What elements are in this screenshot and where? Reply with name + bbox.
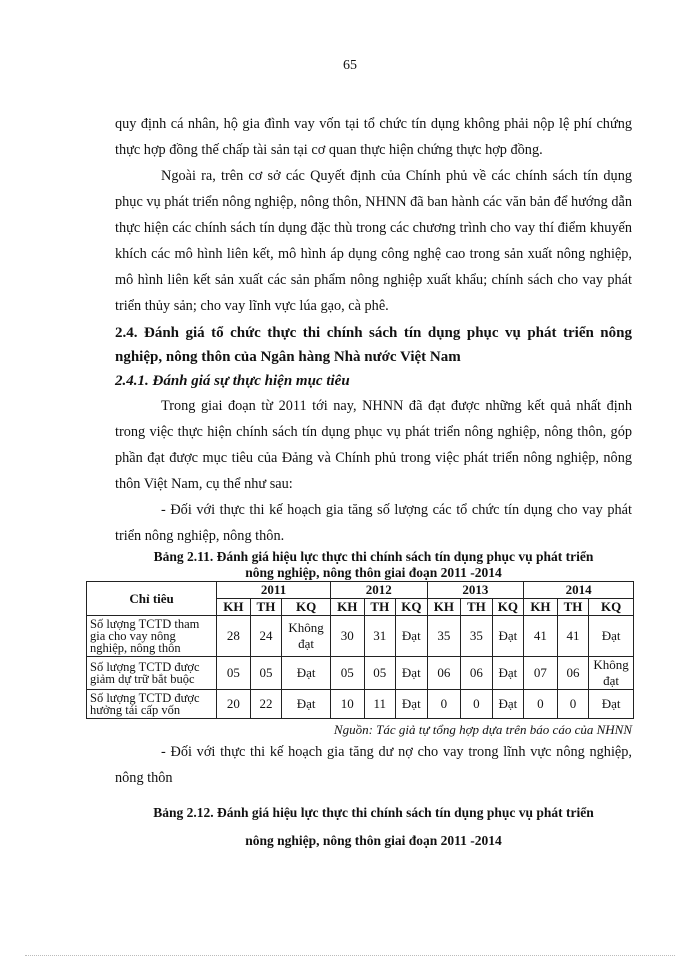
table-cell: Đạt bbox=[282, 690, 331, 719]
year-header: 2011 bbox=[217, 582, 331, 599]
row-label: Số lượng TCTD được giảm dự trữ bắt buộc bbox=[87, 657, 217, 690]
subheader-result: KQ bbox=[396, 599, 428, 616]
table-cell: 35 bbox=[461, 616, 493, 657]
paragraph-policy-guidance: Ngoài ra, trên cơ sở các Quyết định của Chính phủ về các chính sách tín dụng phục vụ phát triển nông nghiệp, nông thôn, NHNN đã ban hành các văn bản để hướng dẫn thực hiện các chính sách tín dụng đặc thù trong các chương trình cho vay thí điểm khuyến khích các mô hình liên kết, mô hình áp dụng công nghệ cao trong sản xuất nông nghiệp, mô hình liên kết sản xuất các sản phẩm nông nghiệp xuất khẩu; chính sách cho vay phát triển thủy sản; cho vay lĩnh vực lúa gạo, cà phê. bbox=[115, 168, 632, 314]
table-cell: Đạt bbox=[396, 616, 428, 657]
table-2-11 bbox=[86, 581, 634, 719]
table-cell: 20 bbox=[217, 690, 251, 719]
table-cell: 05 bbox=[331, 657, 365, 690]
subheader-plan: KH bbox=[427, 599, 461, 616]
subheader-plan: KH bbox=[524, 599, 558, 616]
table-2-11-source: Nguồn: Tác giả tự tổng hợp dựa trên báo cáo của NHNN bbox=[333, 722, 632, 737]
table-cell: Đạt bbox=[282, 657, 331, 690]
table-2-11-caption-line2: nông nghiệp, nông thôn giai đoạn 2011 -2014 bbox=[245, 565, 502, 580]
table-cell: 0 bbox=[524, 690, 558, 719]
subheader-actual: TH bbox=[557, 599, 589, 616]
table-cell: 22 bbox=[250, 690, 282, 719]
table-cell: Đạt bbox=[492, 616, 524, 657]
section-heading-2-4: 2.4. Đánh giá tổ chức thực thi chính sách tín dụng phục vụ phát triển nông nghiệp, nông thôn của Ngân hàng Nhà nước Việt Nam bbox=[115, 325, 632, 365]
table-cell: 10 bbox=[331, 690, 365, 719]
table-cell: Không đạt bbox=[589, 657, 634, 690]
table-cell: 06 bbox=[427, 657, 461, 690]
table-2-11-caption-line1: Bảng 2.11. Đánh giá hiệu lực thực thi chính sách tín dụng phục vụ phát triển bbox=[153, 549, 594, 564]
page-number: 65 bbox=[343, 58, 357, 73]
table-cell: 0 bbox=[557, 690, 589, 719]
table-row bbox=[87, 657, 634, 690]
year-header: 2013 bbox=[427, 582, 524, 599]
subheader-actual: TH bbox=[250, 599, 282, 616]
subheader-plan: KH bbox=[331, 599, 365, 616]
paragraph-results-intro: Trong giai đoạn từ 2011 tới nay, NHNN đã đạt được những kết quả nhất định trong việc thực hiện chính sách tín dụng phục vụ phát triển nông nghiệp, nông thôn, góp phần đạt được mục tiêu của Đảng và Chính phủ trong việc phát triển nông nghiệp, nông thôn Việt Nam, cụ thể như sau: bbox=[115, 398, 632, 492]
table-cell: Đạt bbox=[396, 690, 428, 719]
table-cell: Đạt bbox=[589, 690, 634, 719]
table-cell: 41 bbox=[524, 616, 558, 657]
table-cell: 06 bbox=[557, 657, 589, 690]
table-2-12-caption bbox=[115, 799, 632, 855]
column-header-indicator: Chỉ tiêu bbox=[87, 582, 217, 616]
subheader-result: KQ bbox=[282, 599, 331, 616]
table-cell: 31 bbox=[364, 616, 396, 657]
table-cell: 30 bbox=[331, 616, 365, 657]
subheader-actual: TH bbox=[364, 599, 396, 616]
row-label: Số lượng TCTD được hưởng tái cấp vốn bbox=[87, 690, 217, 719]
table-cell: 11 bbox=[364, 690, 396, 719]
table-cell: Đạt bbox=[589, 616, 634, 657]
table-cell: 05 bbox=[217, 657, 251, 690]
table-cell: Không đạt bbox=[282, 616, 331, 657]
paragraph-bullet-credit: - Đối với thực thi kế hoạch gia tăng dư nợ cho vay trong lĩnh vực nông nghiệp, nông thôn bbox=[115, 744, 632, 786]
subheader-actual: TH bbox=[461, 599, 493, 616]
table-cell: 05 bbox=[250, 657, 282, 690]
table-cell: Đạt bbox=[492, 690, 524, 719]
row-label: Số lượng TCTD tham gia cho vay nông nghiệp, nông thôn bbox=[87, 616, 217, 657]
paragraph-bullet-institutions: - Đối với thực thi kế hoạch gia tăng số lượng các tổ chức tín dụng cho vay phát triển nông nghiệp, nông thôn. bbox=[115, 502, 632, 544]
page-body bbox=[90, 111, 632, 855]
table-cell: 07 bbox=[524, 657, 558, 690]
table-cell: 41 bbox=[557, 616, 589, 657]
table-cell: 24 bbox=[250, 616, 282, 657]
table-cell: Đạt bbox=[492, 657, 524, 690]
subheader-result: KQ bbox=[589, 599, 634, 616]
subheader-result: KQ bbox=[492, 599, 524, 616]
table-cell: 28 bbox=[217, 616, 251, 657]
table-header-years bbox=[87, 582, 634, 599]
table-2-12-caption-line2: nông nghiệp, nông thôn giai đoạn 2011 -2014 bbox=[245, 833, 502, 848]
table-row bbox=[87, 616, 634, 657]
table-2-12-caption-line1: Bảng 2.12. Đánh giá hiệu lực thực thi chính sách tín dụng phục vụ phát triển bbox=[153, 805, 594, 820]
section-heading-2-4-1: 2.4.1. Đánh giá sự thực hiện mục tiêu bbox=[115, 373, 350, 389]
table-cell: 06 bbox=[461, 657, 493, 690]
table-cell: 0 bbox=[461, 690, 493, 719]
table-row bbox=[87, 690, 634, 719]
year-header: 2014 bbox=[524, 582, 634, 599]
paragraph-continuation: quy định cá nhân, hộ gia đình vay vốn tại tổ chức tín dụng không phải nộp lệ phí chứng thực hợp đồng thế chấp tài sản tại cơ quan thực hiện chứng thực hợp đồng. bbox=[115, 116, 632, 158]
table-cell: 0 bbox=[427, 690, 461, 719]
year-header: 2012 bbox=[331, 582, 428, 599]
table-cell: Đạt bbox=[396, 657, 428, 690]
page-bottom-rule bbox=[25, 955, 675, 956]
table-cell: 05 bbox=[364, 657, 396, 690]
subheader-plan: KH bbox=[217, 599, 251, 616]
table-cell: 35 bbox=[427, 616, 461, 657]
